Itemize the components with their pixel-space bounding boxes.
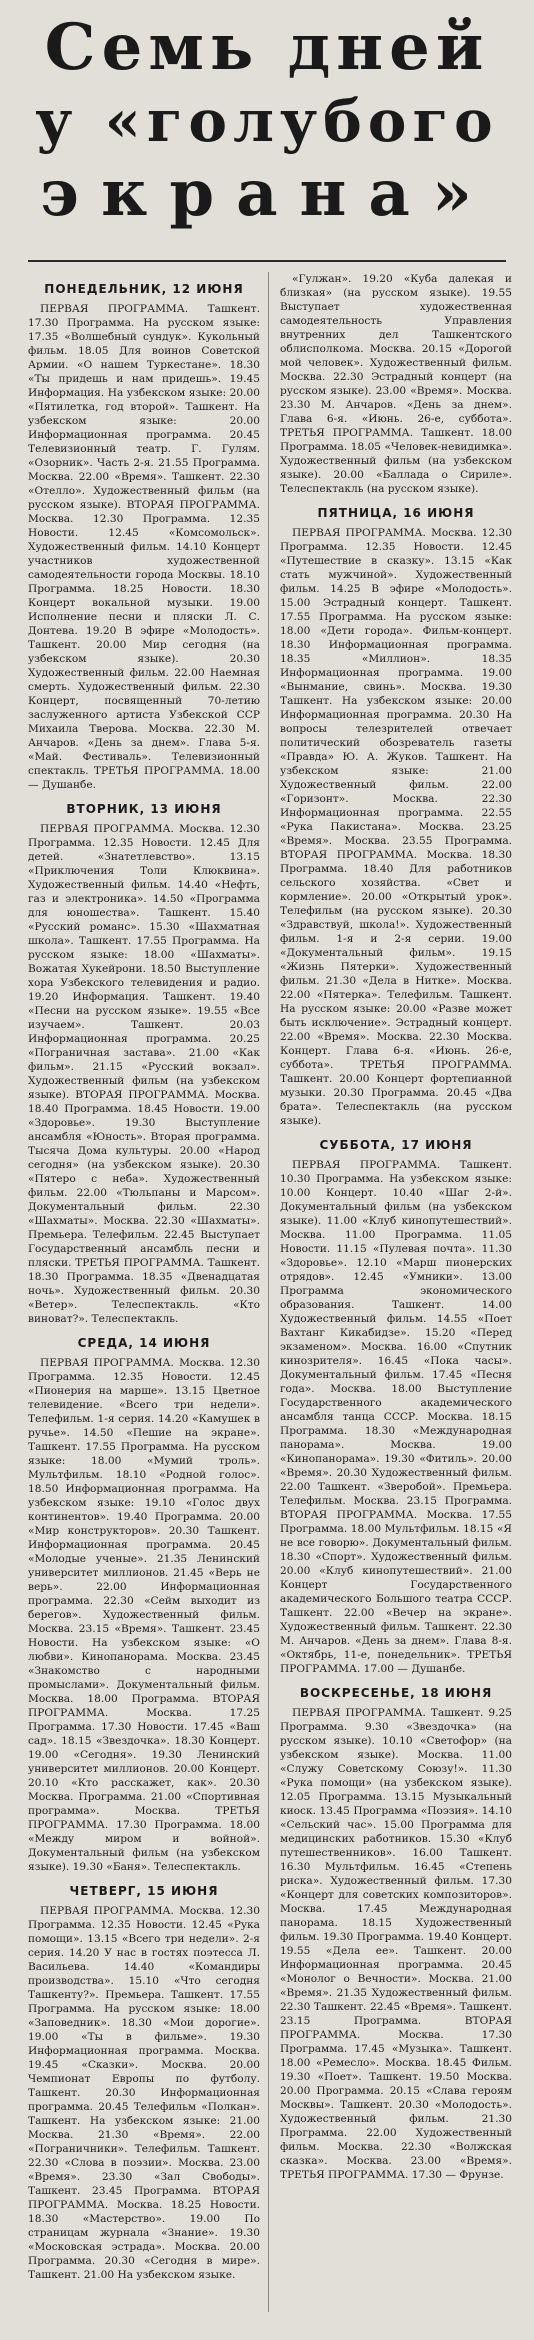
right-column [280, 272, 512, 2186]
left-column [28, 272, 260, 2286]
headline [28, 10, 506, 262]
day-heading-friday: ПЯТНИЦА, 16 ИЮНЯ [317, 506, 475, 520]
schedule-paragraph: «Гулжан». 19.20 «Куба далекая и близкая» (на русском языке). 19.55 Выступает художественная самодеятельность Управления внутренних дел Ташкентского облисполкома. Москва. 20.15 «Дорогой мой человек». Художественный фильм. Москва. 22.30 Эстрадный концерт (на русском языке). 23.00 «Время». Москва. 23.30 М. Анчаров. «День за днем». Глава 6-я. «Июнь. 26-е, суббота». ТРЕТЬЯ ПРОГРАММА. Ташкент. 18.00 Программа. 18.05 «Человек-невидимка». Художественный фильм (на узбекском языке). 20.00 «Баллада о Сириле». Телеспектакль (на русском языке). [280, 273, 512, 495]
headline-line-2: у «голубого [35, 87, 499, 155]
schedule-paragraph: ПЕРВАЯ ПРОГРАММА. Ташкент. 17.30 Программа. На русском языке: 17.35 «Волшебный сундук». Кукольный фильм. 18.05 Для воинов Советской Армии. «О нашем Туркестане». 18.30 «Ты придешь и нам придешь». 19.45 Информация. На узбекском языке: 20.00 «Пятилетка, год второй». Ташкент. На узбекском языке: 20.00 Информационная программа. 20.45 Телевизионный театр. Г. Гулям. «Озорник». Часть 2-я. 21.55 Программа. Москва. 22.00 «Время». Ташкент. 22.30 «Отелло». Художественный фильм (на русском языке). ВТОРАЯ ПРОГРАММА. Москва. 12.30 Программа. 12.35 Новости. 12.45 «Комсомольск». Художественный фильм. 14.10 Концерт участников художественной самодеятельности города Москвы. 18.10 Программа. 18.25 Новости. 18.30 Концерт вокальной музыки. 19.00 Исполнение песни и пляски Л. С. Донтева. 19.20 В эфире «Молодость». Ташкент. 20.00 Мир сегодня (на узбекском языке). 20.30 Художественный фильм. 22.00 Наемная смерть. Художественный фильм. 22.30 Концерт, посвященный 70-летию заслуженного артиста Узбекской ССР Михаила Тверова. Москва. 22.30 М. Анчаров. «День за днем». Глава 5-я. «Май. Фестиваль». Телевизионный спектакль. ТРЕТЬЯ ПРОГРАММА. 18.00 — Душанбе. [28, 303, 260, 791]
headline-line-3: экрана» [40, 156, 494, 231]
column-rule [268, 272, 269, 2312]
schedule-paragraph: ПЕРВАЯ ПРОГРАММА. Москва. 12.30 Программа. 12.35 Новости. 12.45 Для детей. «Знатетлевство». 13.15 «Приключения Толи Клюквина». Художественный фильм. 14.40 «Нефть, газ и электроника». 14.50 «Программа для юношества». Ташкент. 15.40 «Русский романс». 15.30 «Шахматная школа». Ташкент. 17.55 Программа. На русском языке: 18.00 «Шахматы». Вожатая Хукейрони. 18.50 Выступление хора Узбекского телевидения и радио. 19.20 Информация. Ташкент. 19.40 «Песни на русском языке». 19.55 «Все изучаем». Ташкент. 20.03 Информационная программа. 20.25 «Пограничная застава». 21.00 «Как фильм». 21.15 «Русский вокзал». Художественный фильм (на узбекском языке). ВТОРАЯ ПРОГРАММА. Москва. 18.40 Программа. 18.45 Новости. 19.00 «Здоровье». 19.30 Выступление ансамбля «Юность». Вторая программа. Тысяча Дома культуры. 20.00 «Народ сегодня» (на узбекском языке). 20.30 «Пятеро с неба». Художественный фильм. 22.00 «Тюльпаны и Марсом». Документальный фильм. 22.30 «Шахматы». Москва. 22.30 «Шахматы». Премьера. Телефильм. 22.45 Выступает Государственный ансамбль песни и пляски. ТРЕТЬЯ ПРОГРАММА. Ташкент. 18.30 Программа. 18.35 «Двенадцатая ночь». Художественный фильм. 20.30 «Ветер». Телеспектакль. «Кто виноват?». Телеспектакль. [28, 823, 260, 1325]
headline-line-1: Семь дней [44, 10, 490, 85]
schedule-paragraph: ПЕРВАЯ ПРОГРАММА. Ташкент. 10.30 Программа. На узбекском языке: 10.00 Концерт. 10.40 «Шаг 2-й». Документальный фильм (на узбекском языке). 11.00 «Клуб кинопутешествий». Москва. 11.00 Программа. 11.05 Новости. 11.15 «Пулевая почта». 11.30 «Здоровье». 12.10 «Марш пионерских отрядов». 12.45 «Умники». 13.00 Программа экономического образования. Ташкент. 14.00 Художественный фильм. 14.55 «Поет Вахтанг Кикабидзе». 15.20 «Перед экзаменом». Москва. 16.00 «Спутник кинозрителя». 16.45 «Пока часы». Документальный фильм. 17.45 «Песня года». Москва. 18.00 Выступление Государственного академического ансамбля танца СССР. Москва. 18.15 Программа. 18.30 «Международная панорама». Москва. 19.00 «Кинопанорама». 19.30 «Фитиль». 20.00 «Время». 20.30 Художественный фильм. 22.00 Ташкент. «Зверобой». Премьера. Телефильм. Москва. 23.15 Программа. ВТОРАЯ ПРОГРАММА. Москва. 17.55 Программа. 18.00 Мультфильм. 18.15 «Я не все говорю». Документальный фильм. 18.30 «Спорт». Художественный фильм. 20.00 «Клуб кинопутешествий». 21.00 Концерт Государственного академического Большого театра СССР. Ташкент. 22.00 «Вечер на экране». Художественный фильм. Ташкент. 22.30 М. Анчаров. «День за днем». Глава 8-я. «Октябрь, 11-е, понедельник». ТРЕТЬЯ ПРОГРАММА. 17.00 — Душанбе. [280, 1159, 512, 1675]
schedule-paragraph: ПЕРВАЯ ПРОГРАММА. Москва. 12.30 Программа. 12.35 Новости. 12.45 «Путешествие в сказку». 13.15 «Как стать мужчиной». Художественный фильм. 14.25 В эфире «Молодость». 15.00 Эстрадный концерт. Ташкент. 17.55 Программа. На русском языке: 18.00 «Дети города». Фильм-концерт. 18.30 Информационная программа. 18.35 «Миллион». 18.35 Информационная программа. 19.00 «Вынмание, свинь». Москва. 19.30 Ташкент. На узбекском языке: 20.00 Информационная программа. 20.30 На вопросы телезрителей отвечает политический обозреватель газеты «Правда» Ю. А. Жуков. Ташкент. На узбекском языке: 21.00 Художественный фильм. 22.00 «Горизонт». Москва. 22.30 Информационная программа. 22.55 «Рука Пакистана». Москва. 23.25 «Время». Москва. 23.55 Программа. ВТОРАЯ ПРОГРАММА. Москва. 18.30 Программа. 18.40 Для работников сельского хозяйства. «Свет и кормление». 20.00 «Открытый урок». Телефильм (на русском языке). 20.30 «Здравствуй, школа!». Художественный фильм. 1-я и 2-я серии. 19.00 «Документальный фильм». 19.15 «Жизнь Пятерки». Художественный фильм. 21.30 «Дела в Нитке». Москва. 22.00 «Пятерка». Телефильм. Ташкент. На русском языке: 20.00 «Разве может быть исключение». Эстрадный концерт. 22.00 «Время». Москва. 22.30 Москва. Концерт. Глава 6-я. «Июнь. 26-е, суббота». ТРЕТЬЯ ПРОГРАММА. Ташкент. 20.00 Концерт фортепианной музыки. 20.30 Программа. 20.45 «Два брата». Телеспектакль (на русском языке). [280, 527, 512, 1127]
day-heading-saturday: СУББОТА, 17 ИЮНЯ [319, 1138, 473, 1152]
schedule-paragraph: ПЕРВАЯ ПРОГРАММА. Москва. 12.30 Программа. 12.35 Новости. 12.45 «Рука помощи». 13.15 «Всего три недели». 2-я серия. 14.20 У нас в гостях поэтесса Л. Васильева. 14.40 «Командиры производства». 15.10 «Что сегодня Ташкенту?». Премьера. Ташкент. 17.55 Программа. На русском языке: 18.00 «Заповедник». 18.30 «Мои дорогие». 19.00 «Ты в фильме». 19.30 Информационная программа. Москва. 19.45 «Сказки». Москва. 20.00 Чемпионат Европы по футболу. Ташкент. 20.30 Информационная программа. 20.45 Телефильм «Полкан». Ташкент. На узбекском языке: 21.00 Москва. 21.30 «Время». 22.00 «Пограничники». Телефильм. Ташкент. 22.30 «Слова в поэзии». Москва. 23.00 «Время». 23.30 «Зал Свободы». Ташкент. 23.45 Программа. ВТОРАЯ ПРОГРАММА. Москва. 18.25 Новости. 18.30 «Мастерство». 19.00 По страницам журнала «Знание». 19.30 «Московская эстрада». Москва. 20.00 Программа. 20.30 «Сегодня в мире». Ташкент. 21.00 На узбекском языке. [28, 1905, 260, 2281]
day-heading-tuesday: ВТОРНИК, 13 ИЮНЯ [66, 802, 222, 816]
day-heading-monday: ПОНЕДЕЛЬНИК, 12 ИЮНЯ [44, 282, 244, 296]
schedule-paragraph: ПЕРВАЯ ПРОГРАММА. Москва. 12.30 Программа. 12.35 Новости. 12.45 «Пионерия на марше». 13.15 Цветное телевидение. «Всего три недели». Телефильм. 1-я серия. 14.20 «Камушек в ручье». 14.50 «Пешие на экране». Ташкент. 17.55 Программа. На русском языке: 18.00 «Мумий троль». Мультфильм. 18.10 «Родной голос». 18.50 Информационная программа. На узбекском языке: 19.10 «Голос двух континентов». 19.40 Программа. 20.00 «Мир конструкторов». 20.30 Ташкент. Информационная программа. 20.45 «Молодые ученые». 21.35 Ленинский университет миллионов. 21.45 «Верь не верь». 22.00 Информационная программа. 22.30 «Сейм выходит из берегов». Художественный фильм. Москва. 23.15 «Время». Ташкент. 23.45 Новости. На узбекском языке: «О любви». Кинопанорама. Москва. 23.45 «Знакомство с народными промыслами». Документальный фильм. Москва. 18.00 Программа. ВТОРАЯ ПРОГРАММА. Москва. 17.25 Программа. 17.30 Новости. 17.45 «Ваш сад». 18.15 «Звездочка». 18.30 Концерт. 19.00 «Сегодня». 19.30 Ленинский университет миллионов. 20.00 Концерт. 20.10 «Кто расскажет, как». 20.30 Москва. Программа. 21.00 «Спортивная программа». Москва. ТРЕТЬЯ ПРОГРАММА. 17.30 Программа. 18.00 «Между миром и войной». Документальный фильм (на узбекском языке). 19.30 «Баня». Телеспектакль. [28, 1357, 260, 1873]
day-heading-wednesday: СРЕДА, 14 ИЮНЯ [77, 1336, 211, 1350]
schedule-paragraph: ПЕРВАЯ ПРОГРАММА. Ташкент. 9.25 Программа. 9.30 «Звездочка» (на русском языке). 10.10 «Светофор» (на узбекском языке). Москва. 11.00 «Служу Советскому Союзу!». 11.30 «Рука помощи» (на узбекском языке). 12.05 Программа. 13.15 Музыкальный киоск. 13.45 Программа «Поэзия». 14.10 «Сельский час». 15.00 Программа для медицинских работников. 15.30 «Клуб путешественников». 16.00 Ташкент. 16.30 Мультфильм. 16.45 «Степень риска». Художественный фильм. 17.30 «Концерт для советских композиторов». Москва. 17.45 Международная панорама. 18.15 Художественный фильм. 19.30 Программа. 19.40 Концерт. 19.55 «Дела ее». Ташкент. 20.00 Информационная программа. 20.45 «Монолог о Вечности». Москва. 21.00 «Время». 21.35 Художественный фильм. 22.30 Ташкент. 22.45 «Время». Ташкент. 23.15 Программа. ВТОРАЯ ПРОГРАММА. Москва. 17.30 Программа. 17.45 «Музыка». Ташкент. 18.00 «Ремесло». Москва. 18.45 Фильм. 19.30 «Поет». Ташкент. 19.50 Москва. 20.00 Программа. 20.15 «Слава героям Москвы». Ташкент. 20.30 «Молодость». Художественный фильм. 21.30 Программа. 22.00 Художественный фильм. Москва. 22.30 «Волжская сказка». Москва. 23.00 «Время». ТРЕТЬЯ ПРОГРАММА. 17.30 — Фрунзе. [280, 1707, 512, 2181]
day-heading-thursday: ЧЕТВЕРГ, 15 ИЮНЯ [69, 1884, 219, 1898]
day-heading-sunday: ВОСКРЕСЕНЬЕ, 18 ИЮНЯ [299, 1686, 493, 1700]
